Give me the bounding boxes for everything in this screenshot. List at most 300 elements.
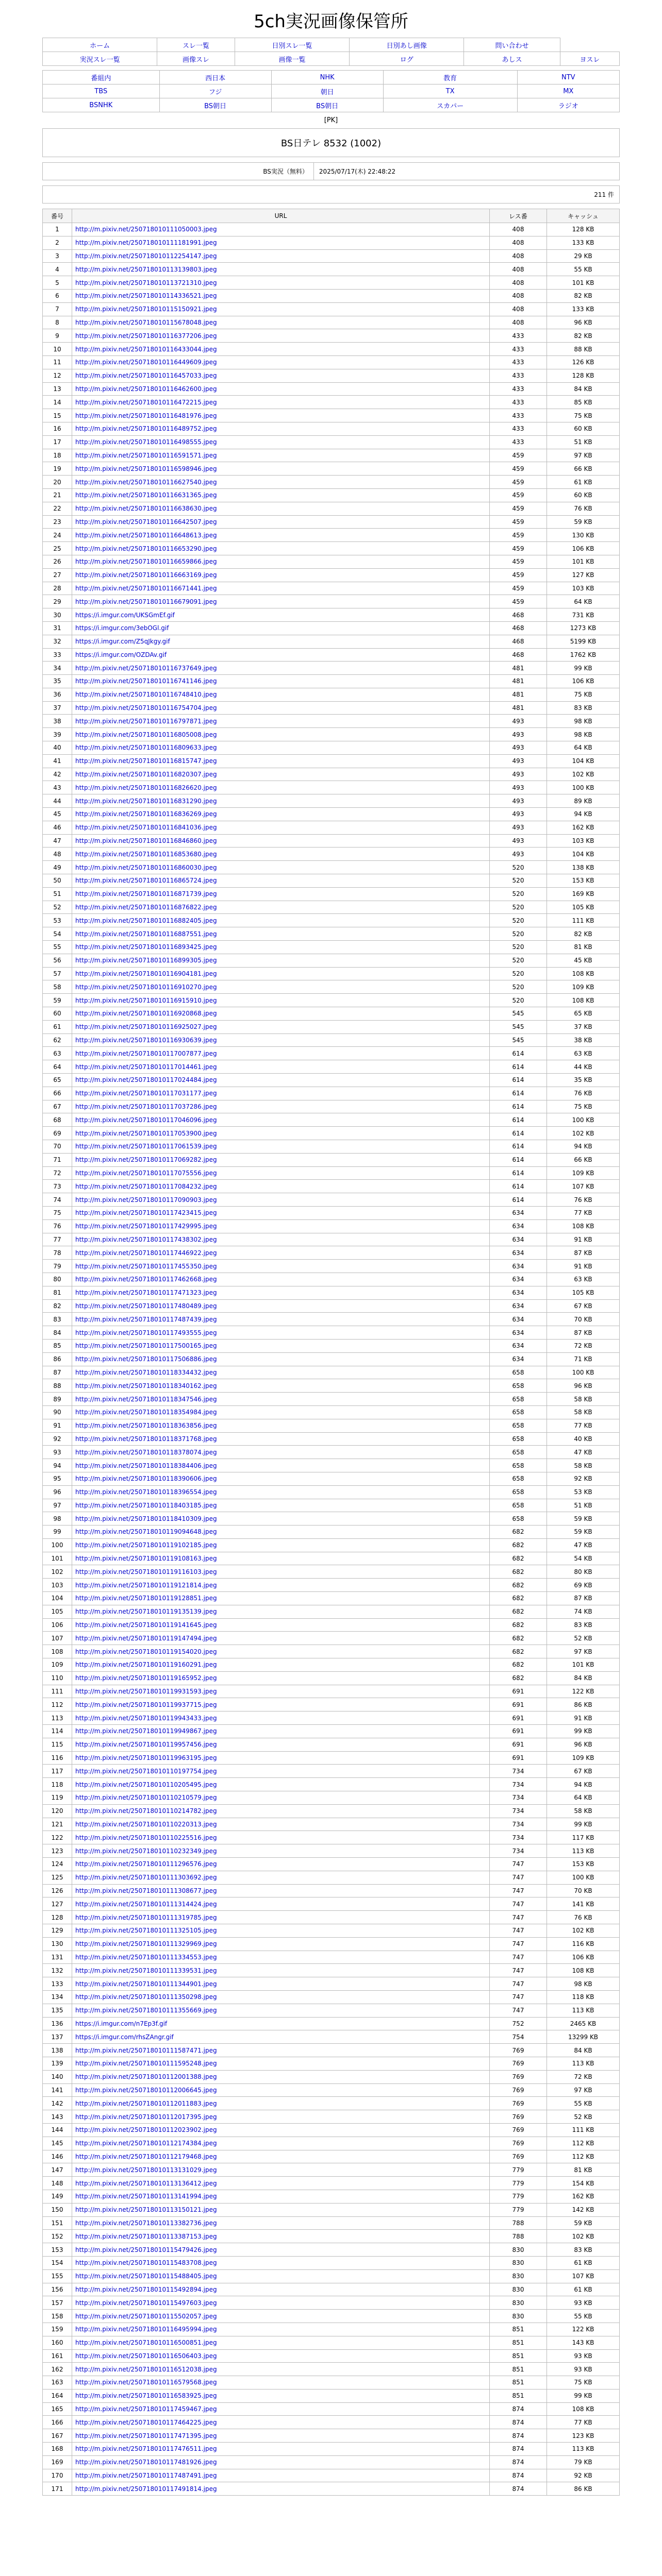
cache-size-cell[interactable]: 79 KB: [547, 2455, 620, 2469]
cache-size-cell[interactable]: 133 KB: [547, 236, 620, 249]
image-url-link[interactable]: http://m.pixiv.net/250718010119957456.jpeg: [75, 1741, 217, 1749]
image-url-link[interactable]: http://m.pixiv.net/250718010117007877.jpeg: [75, 1049, 217, 1057]
cache-size-cell[interactable]: 116 KB: [547, 1937, 620, 1951]
cache-size-cell[interactable]: 128 KB: [547, 223, 620, 236]
cache-size-cell[interactable]: 109 KB: [547, 1166, 620, 1180]
image-url-link[interactable]: https://i.imgur.com/n7Ep3f.gif: [75, 2020, 168, 2027]
image-url-link[interactable]: http://m.pixiv.net/250718010114336521.jpeg: [75, 292, 217, 300]
image-url-link[interactable]: http://m.pixiv.net/250718010118347546.jpeg: [75, 1395, 217, 1403]
image-url-link[interactable]: http://m.pixiv.net/250718010110225516.jpeg: [75, 1834, 217, 1841]
cache-size-cell[interactable]: 97 KB: [547, 449, 620, 462]
image-url-link[interactable]: http://m.pixiv.net/250718010118363856.jpeg: [75, 1422, 217, 1430]
image-url-link[interactable]: http://m.pixiv.net/250718010115678048.jpeg: [75, 318, 217, 326]
cache-size-cell[interactable]: 101 KB: [547, 1658, 620, 1672]
cache-size-cell[interactable]: 77 KB: [547, 2416, 620, 2429]
cache-size-cell[interactable]: 99 KB: [547, 1818, 620, 1831]
channel-nav-item[interactable]: MX: [517, 84, 619, 98]
cache-size-cell[interactable]: 80 KB: [547, 1565, 620, 1579]
image-url-link[interactable]: http://m.pixiv.net/250718010111050003.jpeg: [75, 226, 217, 233]
image-url-link[interactable]: http://m.pixiv.net/250718010110220313.jpeg: [75, 1821, 217, 1828]
cache-size-cell[interactable]: 76 KB: [547, 1087, 620, 1100]
image-url-link[interactable]: http://m.pixiv.net/250718010117024484.jpeg: [75, 1076, 217, 1084]
cache-size-cell[interactable]: 89 KB: [547, 794, 620, 808]
cache-size-cell[interactable]: 59 KB: [547, 1526, 620, 1539]
image-url-link[interactable]: http://m.pixiv.net/250718010117487491.jpeg: [75, 2472, 217, 2480]
image-url-link[interactable]: http://m.pixiv.net/250718010117037286.jpeg: [75, 1103, 217, 1110]
channel-nav-item[interactable]: 朝日: [271, 84, 383, 98]
cache-size-cell[interactable]: 77 KB: [547, 1419, 620, 1432]
channel-nav-item[interactable]: TBS: [43, 84, 160, 98]
cache-size-cell[interactable]: 106 KB: [547, 542, 620, 555]
cache-size-cell[interactable]: 103 KB: [547, 834, 620, 848]
image-url-link[interactable]: http://m.pixiv.net/250718010116663169.jpeg: [75, 571, 217, 579]
image-url-link[interactable]: http://m.pixiv.net/250718010116679091.jpeg: [75, 598, 217, 605]
image-url-link[interactable]: http://m.pixiv.net/250718010111181991.jpeg: [75, 239, 217, 247]
image-url-link[interactable]: http://m.pixiv.net/250718010117464225.jpeg: [75, 2418, 217, 2426]
cache-size-cell[interactable]: 52 KB: [547, 2110, 620, 2124]
channel-nav-item[interactable]: 番組内: [43, 71, 160, 84]
image-url-link[interactable]: http://m.pixiv.net/250718010115497603.jpeg: [75, 2299, 217, 2307]
cache-size-cell[interactable]: 2465 KB: [547, 2017, 620, 2030]
image-url-link[interactable]: http://m.pixiv.net/250718010117471395.jpeg: [75, 2432, 217, 2439]
cache-size-cell[interactable]: 133 KB: [547, 302, 620, 316]
image-url-link[interactable]: http://m.pixiv.net/250718010118334432.jpeg: [75, 1368, 217, 1376]
top-nav-item[interactable]: 問い合わせ: [464, 38, 560, 52]
image-url-link[interactable]: http://m.pixiv.net/250718010111325105.jpeg: [75, 1927, 217, 1935]
cache-size-cell[interactable]: 64 KB: [547, 1791, 620, 1805]
cache-size-cell[interactable]: 104 KB: [547, 754, 620, 768]
image-url-link[interactable]: http://m.pixiv.net/250718010118403185.jpeg: [75, 1501, 217, 1509]
image-url-link[interactable]: http://m.pixiv.net/250718010119147494.jpeg: [75, 1634, 217, 1642]
cache-size-cell[interactable]: 91 KB: [547, 1711, 620, 1725]
image-url-link[interactable]: http://m.pixiv.net/250718010116627540.jpeg: [75, 478, 217, 486]
image-url-link[interactable]: http://m.pixiv.net/250718010117429995.jpeg: [75, 1223, 217, 1230]
image-url-link[interactable]: http://m.pixiv.net/250718010113387153.jpeg: [75, 2232, 217, 2240]
image-url-link[interactable]: http://m.pixiv.net/250718010119943433.jpeg: [75, 1714, 217, 1722]
image-url-link[interactable]: http://m.pixiv.net/250718010118390606.jpeg: [75, 1475, 217, 1483]
cache-size-cell[interactable]: 169 KB: [547, 887, 620, 901]
cache-size-cell[interactable]: 100 KB: [547, 1871, 620, 1884]
cache-size-cell[interactable]: 122 KB: [547, 2323, 620, 2336]
image-url-link[interactable]: http://m.pixiv.net/250718010116500851.jpeg: [75, 2339, 217, 2347]
cache-size-cell[interactable]: 96 KB: [547, 316, 620, 329]
cache-size-cell[interactable]: 66 KB: [547, 1153, 620, 1166]
image-url-link[interactable]: http://m.pixiv.net/250718010116836269.jpeg: [75, 810, 217, 818]
top-nav-item[interactable]: 日別あし画像: [350, 38, 464, 52]
image-url-link[interactable]: http://m.pixiv.net/250718010116831290.jpeg: [75, 797, 217, 805]
cache-size-cell[interactable]: 88 KB: [547, 343, 620, 356]
image-url-link[interactable]: http://m.pixiv.net/250718010113141994.jpeg: [75, 2193, 217, 2200]
cache-size-cell[interactable]: 113 KB: [547, 2004, 620, 2017]
cache-size-cell[interactable]: 59 KB: [547, 2216, 620, 2230]
cache-size-cell[interactable]: 82 KB: [547, 289, 620, 302]
cache-size-cell[interactable]: 127 KB: [547, 568, 620, 582]
image-url-link[interactable]: https://i.imgur.com/3ebOGl.gif: [75, 624, 169, 632]
cache-size-cell[interactable]: 94 KB: [547, 1778, 620, 1791]
image-url-link[interactable]: http://m.pixiv.net/250718010119128851.jpeg: [75, 1595, 217, 1602]
image-url-link[interactable]: http://m.pixiv.net/250718010116846860.jpeg: [75, 837, 217, 845]
top-nav-item[interactable]: 画像一覧: [235, 52, 349, 66]
cache-size-cell[interactable]: 67 KB: [547, 1299, 620, 1313]
cache-size-cell[interactable]: 86 KB: [547, 1698, 620, 1711]
cache-size-cell[interactable]: 51 KB: [547, 1499, 620, 1512]
image-url-link[interactable]: http://m.pixiv.net/250718010115150921.jpeg: [75, 306, 217, 313]
cache-size-cell[interactable]: 113 KB: [547, 2057, 620, 2070]
cache-size-cell[interactable]: 75 KB: [547, 688, 620, 701]
image-url-link[interactable]: http://m.pixiv.net/250718010119963195.jpeg: [75, 1754, 217, 1762]
cache-size-cell[interactable]: 97 KB: [547, 2083, 620, 2097]
image-url-link[interactable]: http://m.pixiv.net/250718010116598946.jpeg: [75, 465, 217, 472]
image-url-link[interactable]: http://m.pixiv.net/250718010113382736.jpeg: [75, 2219, 217, 2227]
image-url-link[interactable]: http://m.pixiv.net/250718010112174384.jpeg: [75, 2140, 217, 2147]
image-url-link[interactable]: http://m.pixiv.net/250718010116876822.jpeg: [75, 904, 217, 911]
cache-size-cell[interactable]: 38 KB: [547, 1033, 620, 1047]
cache-size-cell[interactable]: 75 KB: [547, 409, 620, 422]
image-url-link[interactable]: http://m.pixiv.net/250718010116820307.jpeg: [75, 771, 217, 778]
image-url-link[interactable]: http://m.pixiv.net/250718010117471323.jpeg: [75, 1289, 217, 1297]
cache-size-cell[interactable]: 83 KB: [547, 1618, 620, 1632]
cache-size-cell[interactable]: 82 KB: [547, 329, 620, 343]
image-url-link[interactable]: http://m.pixiv.net/250718010116642507.jpeg: [75, 518, 217, 526]
image-url-link[interactable]: http://m.pixiv.net/250718010112001388.jpeg: [75, 2073, 217, 2081]
cache-size-cell[interactable]: 58 KB: [547, 1405, 620, 1419]
channel-nav-item[interactable]: NHK: [271, 71, 383, 84]
cache-size-cell[interactable]: 113 KB: [547, 1844, 620, 1858]
cache-size-cell[interactable]: 105 KB: [547, 901, 620, 914]
image-url-link[interactable]: http://m.pixiv.net/250718010116506403.jpeg: [75, 2352, 217, 2360]
image-url-link[interactable]: http://m.pixiv.net/250718010117462668.jpeg: [75, 1276, 217, 1283]
image-url-link[interactable]: http://m.pixiv.net/250718010117084232.jpeg: [75, 1182, 217, 1190]
cache-size-cell[interactable]: 84 KB: [547, 382, 620, 396]
cache-size-cell[interactable]: 113 KB: [547, 2443, 620, 2456]
cache-size-cell[interactable]: 59 KB: [547, 1512, 620, 1526]
image-url-link[interactable]: http://m.pixiv.net/250718010116754704.jpeg: [75, 704, 217, 712]
image-url-link[interactable]: http://m.pixiv.net/250718010110214782.jpeg: [75, 1807, 217, 1815]
cache-size-cell[interactable]: 83 KB: [547, 701, 620, 715]
image-url-link[interactable]: https://i.imgur.com/UKSGmEf.gif: [75, 611, 175, 619]
image-url-link[interactable]: http://m.pixiv.net/250718010117090903.jpeg: [75, 1196, 217, 1204]
channel-nav-item[interactable]: スカパー: [383, 98, 517, 112]
image-url-link[interactable]: http://m.pixiv.net/250718010116638630.jpeg: [75, 505, 217, 513]
image-url-link[interactable]: http://m.pixiv.net/250718010119154020.jpeg: [75, 1648, 217, 1655]
image-url-link[interactable]: http://m.pixiv.net/250718010116815747.jpeg: [75, 757, 217, 765]
cache-size-cell[interactable]: 112 KB: [547, 2150, 620, 2163]
image-url-link[interactable]: http://m.pixiv.net/250718010116449609.jpeg: [75, 359, 217, 366]
channel-nav-item[interactable]: BSNHK: [43, 98, 160, 112]
cache-size-cell[interactable]: 102 KB: [547, 768, 620, 781]
cache-size-cell[interactable]: 153 KB: [547, 1858, 620, 1871]
cache-size-cell[interactable]: 98 KB: [547, 1977, 620, 1991]
cache-size-cell[interactable]: 75 KB: [547, 1100, 620, 1113]
image-url-link[interactable]: http://m.pixiv.net/250718010116457033.jpeg: [75, 372, 217, 380]
image-url-link[interactable]: http://m.pixiv.net/250718010110232349.jpeg: [75, 1847, 217, 1855]
cache-size-cell[interactable]: 118 KB: [547, 1990, 620, 2004]
cache-size-cell[interactable]: 44 KB: [547, 1060, 620, 1074]
image-url-link[interactable]: https://i.imgur.com/Z5qJkgy.gif: [75, 638, 170, 646]
cache-size-cell[interactable]: 66 KB: [547, 462, 620, 476]
image-url-link[interactable]: http://m.pixiv.net/250718010111334553.jpeg: [75, 1953, 217, 1961]
image-url-link[interactable]: http://m.pixiv.net/250718010116741146.jpeg: [75, 677, 217, 685]
cache-size-cell[interactable]: 154 KB: [547, 2177, 620, 2190]
cache-size-cell[interactable]: 1762 KB: [547, 648, 620, 662]
image-url-link[interactable]: http://m.pixiv.net/250718010116887551.jpeg: [75, 930, 217, 938]
image-url-link[interactable]: http://m.pixiv.net/250718010116930639.jpeg: [75, 1037, 217, 1044]
image-url-link[interactable]: http://m.pixiv.net/250718010112011883.jpeg: [75, 2099, 217, 2107]
top-nav-item[interactable]: あしス: [464, 52, 560, 66]
cache-size-cell[interactable]: 142 KB: [547, 2203, 620, 2216]
image-url-link[interactable]: http://m.pixiv.net/250718010116481976.jpeg: [75, 412, 217, 419]
image-url-link[interactable]: http://m.pixiv.net/250718010116579568.jpeg: [75, 2379, 217, 2386]
cache-size-cell[interactable]: 86 KB: [547, 2482, 620, 2496]
cache-size-cell[interactable]: 100 KB: [547, 781, 620, 794]
cache-size-cell[interactable]: 105 KB: [547, 1286, 620, 1299]
cache-size-cell[interactable]: 58 KB: [547, 1459, 620, 1472]
cache-size-cell[interactable]: 67 KB: [547, 1765, 620, 1778]
cache-size-cell[interactable]: 130 KB: [547, 529, 620, 542]
image-url-link[interactable]: http://m.pixiv.net/250718010116583925.jpeg: [75, 2392, 217, 2400]
image-url-link[interactable]: http://m.pixiv.net/250718010116865724.jpeg: [75, 877, 217, 885]
image-url-link[interactable]: http://m.pixiv.net/250718010111303692.jpeg: [75, 1874, 217, 1882]
cache-size-cell[interactable]: 60 KB: [547, 422, 620, 435]
cache-size-cell[interactable]: 108 KB: [547, 994, 620, 1007]
image-url-link[interactable]: http://m.pixiv.net/250718010116737649.jpeg: [75, 664, 217, 672]
cache-size-cell[interactable]: 109 KB: [547, 980, 620, 994]
cache-size-cell[interactable]: 108 KB: [547, 967, 620, 980]
cache-size-cell[interactable]: 111 KB: [547, 2123, 620, 2137]
cache-size-cell[interactable]: 92 KB: [547, 1472, 620, 1485]
cache-size-cell[interactable]: 35 KB: [547, 1074, 620, 1087]
cache-size-cell[interactable]: 101 KB: [547, 555, 620, 568]
cache-size-cell[interactable]: 61 KB: [547, 2256, 620, 2269]
cache-size-cell[interactable]: 99 KB: [547, 2389, 620, 2402]
cache-size-cell[interactable]: 87 KB: [547, 1246, 620, 1260]
top-nav-item[interactable]: 画像スレ: [157, 52, 235, 66]
image-url-link[interactable]: http://m.pixiv.net/250718010112006645.jpeg: [75, 2086, 217, 2094]
cache-size-cell[interactable]: 83 KB: [547, 2243, 620, 2257]
channel-nav-item[interactable]: NTV: [517, 71, 619, 84]
top-nav-item[interactable]: ヨスレ: [560, 52, 619, 66]
cache-size-cell[interactable]: 53 KB: [547, 1485, 620, 1499]
cache-size-cell[interactable]: 109 KB: [547, 1751, 620, 1765]
image-url-link[interactable]: http://m.pixiv.net/250718010116462600.jpeg: [75, 385, 217, 393]
cache-size-cell[interactable]: 96 KB: [547, 1379, 620, 1393]
cache-size-cell[interactable]: 55 KB: [547, 2097, 620, 2110]
image-url-link[interactable]: http://m.pixiv.net/250718010116910270.jpeg: [75, 983, 217, 991]
cache-size-cell[interactable]: 74 KB: [547, 1605, 620, 1618]
cache-size-cell[interactable]: 76 KB: [547, 1911, 620, 1924]
cache-size-cell[interactable]: 138 KB: [547, 861, 620, 874]
image-url-link[interactable]: http://m.pixiv.net/250718010117493555.jpeg: [75, 1329, 217, 1336]
image-url-link[interactable]: http://m.pixiv.net/250718010111296576.jpeg: [75, 1860, 217, 1868]
image-url-link[interactable]: http://m.pixiv.net/250718010111355669.jpeg: [75, 2007, 217, 2014]
cache-size-cell[interactable]: 101 KB: [547, 276, 620, 290]
image-url-link[interactable]: http://m.pixiv.net/250718010118371768.jpeg: [75, 1435, 217, 1443]
cache-size-cell[interactable]: 93 KB: [547, 2349, 620, 2363]
image-url-link[interactable]: http://m.pixiv.net/250718010115483708.jpeg: [75, 2259, 217, 2267]
image-url-link[interactable]: http://m.pixiv.net/250718010117459467.jpeg: [75, 2405, 217, 2413]
cache-size-cell[interactable]: 107 KB: [547, 1180, 620, 1193]
cache-size-cell[interactable]: 1273 KB: [547, 621, 620, 635]
image-url-link[interactable]: http://m.pixiv.net/250718010115492894.jpeg: [75, 2285, 217, 2293]
cache-size-cell[interactable]: 70 KB: [547, 1313, 620, 1326]
image-url-link[interactable]: http://m.pixiv.net/250718010110205495.jpeg: [75, 1781, 217, 1788]
cache-size-cell[interactable]: 29 KB: [547, 249, 620, 263]
image-url-link[interactable]: http://m.pixiv.net/250718010111350298.jpeg: [75, 1993, 217, 2001]
cache-size-cell[interactable]: 81 KB: [547, 2163, 620, 2177]
image-url-link[interactable]: http://m.pixiv.net/250718010119094648.jpeg: [75, 1528, 217, 1536]
top-nav-item[interactable]: スレ一覧: [157, 38, 235, 52]
image-url-link[interactable]: http://m.pixiv.net/250718010113131029.jpeg: [75, 2166, 217, 2174]
image-url-link[interactable]: http://m.pixiv.net/250718010115488405.jpeg: [75, 2273, 217, 2280]
image-url-link[interactable]: http://m.pixiv.net/250718010115479426.jpeg: [75, 2246, 217, 2253]
cache-size-cell[interactable]: 87 KB: [547, 1592, 620, 1605]
cache-size-cell[interactable]: 99 KB: [547, 1725, 620, 1738]
cache-size-cell[interactable]: 97 KB: [547, 1645, 620, 1658]
cache-size-cell[interactable]: 731 KB: [547, 608, 620, 622]
cache-size-cell[interactable]: 100 KB: [547, 1366, 620, 1379]
cache-size-cell[interactable]: 98 KB: [547, 715, 620, 728]
image-url-link[interactable]: http://m.pixiv.net/250718010119931593.jpeg: [75, 1688, 217, 1696]
image-url-link[interactable]: http://m.pixiv.net/250718010117069282.jpeg: [75, 1156, 217, 1164]
cache-size-cell[interactable]: 108 KB: [547, 2402, 620, 2416]
cache-size-cell[interactable]: 98 KB: [547, 728, 620, 741]
cache-size-cell[interactable]: 141 KB: [547, 1897, 620, 1911]
image-url-link[interactable]: http://m.pixiv.net/250718010116498555.jpeg: [75, 438, 217, 446]
image-url-link[interactable]: http://m.pixiv.net/250718010116826620.jpeg: [75, 784, 217, 791]
cache-size-cell[interactable]: 81 KB: [547, 941, 620, 954]
channel-nav-item[interactable]: TX: [383, 84, 517, 98]
cache-size-cell[interactable]: 93 KB: [547, 2363, 620, 2376]
cache-size-cell[interactable]: 106 KB: [547, 675, 620, 688]
image-url-link[interactable]: http://m.pixiv.net/250718010111595248.jpeg: [75, 2060, 217, 2067]
top-nav-item[interactable]: 日別スレ一覧: [235, 38, 349, 52]
cache-size-cell[interactable]: 72 KB: [547, 1339, 620, 1352]
cache-size-cell[interactable]: 100 KB: [547, 1113, 620, 1127]
image-url-link[interactable]: http://m.pixiv.net/250718010117500165.jpeg: [75, 1342, 217, 1350]
image-url-link[interactable]: http://m.pixiv.net/250718010116671441.jpeg: [75, 584, 217, 592]
image-url-link[interactable]: http://m.pixiv.net/250718010111314424.jpeg: [75, 1900, 217, 1908]
cache-size-cell[interactable]: 52 KB: [547, 1632, 620, 1645]
cache-size-cell[interactable]: 70 KB: [547, 1884, 620, 1897]
image-url-link[interactable]: http://m.pixiv.net/250718010117487439.jpeg: [75, 1315, 217, 1323]
image-url-link[interactable]: http://m.pixiv.net/250718010116860030.jpeg: [75, 863, 217, 871]
image-url-link[interactable]: http://m.pixiv.net/250718010116920868.jpeg: [75, 1010, 217, 1018]
image-url-link[interactable]: http://m.pixiv.net/250718010116495994.jpeg: [75, 2326, 217, 2333]
image-url-link[interactable]: http://m.pixiv.net/250718010119949867.jpeg: [75, 1727, 217, 1735]
cache-size-cell[interactable]: 102 KB: [547, 1127, 620, 1140]
image-url-link[interactable]: http://m.pixiv.net/250718010112254147.jpeg: [75, 252, 217, 260]
cache-size-cell[interactable]: 65 KB: [547, 1007, 620, 1021]
cache-size-cell[interactable]: 77 KB: [547, 1206, 620, 1219]
image-url-link[interactable]: http://m.pixiv.net/250718010116631365.jpeg: [75, 492, 217, 499]
image-url-link[interactable]: http://m.pixiv.net/250718010117075556.jpeg: [75, 1169, 217, 1177]
image-url-link[interactable]: http://m.pixiv.net/250718010111308677.jpeg: [75, 1887, 217, 1894]
image-url-link[interactable]: http://m.pixiv.net/250718010117476511.jpeg: [75, 2445, 217, 2453]
image-url-link[interactable]: http://m.pixiv.net/250718010117455350.jpeg: [75, 1262, 217, 1270]
image-url-link[interactable]: http://m.pixiv.net/250718010115502057.jpeg: [75, 2312, 217, 2320]
image-url-link[interactable]: http://m.pixiv.net/250718010116653290.jpeg: [75, 545, 217, 552]
image-url-link[interactable]: http://m.pixiv.net/250718010116797871.jpeg: [75, 717, 217, 725]
cache-size-cell[interactable]: 69 KB: [547, 1579, 620, 1592]
cache-size-cell[interactable]: 126 KB: [547, 355, 620, 369]
image-url-link[interactable]: http://m.pixiv.net/250718010117014461.jpeg: [75, 1063, 217, 1071]
image-url-link[interactable]: http://m.pixiv.net/250718010117506886.jpeg: [75, 1355, 217, 1363]
image-url-link[interactable]: https://i.imgur.com/rhsZAngr.gif: [75, 2033, 174, 2041]
image-url-link[interactable]: http://m.pixiv.net/250718010117031177.jpeg: [75, 1090, 217, 1097]
cache-size-cell[interactable]: 128 KB: [547, 369, 620, 382]
cache-size-cell[interactable]: 60 KB: [547, 488, 620, 502]
cache-size-cell[interactable]: 47 KB: [547, 1538, 620, 1552]
image-url-link[interactable]: http://m.pixiv.net/250718010116925027.jpeg: [75, 1023, 217, 1031]
image-url-link[interactable]: http://m.pixiv.net/250718010119121814.jpeg: [75, 1581, 217, 1589]
cache-size-cell[interactable]: 75 KB: [547, 2376, 620, 2389]
cache-size-cell[interactable]: 37 KB: [547, 1020, 620, 1033]
image-url-link[interactable]: http://m.pixiv.net/250718010112017395.jpeg: [75, 2113, 217, 2121]
image-url-link[interactable]: http://m.pixiv.net/250718010116809633.jpeg: [75, 744, 217, 752]
image-url-link[interactable]: http://m.pixiv.net/250718010117046096.jpeg: [75, 1116, 217, 1124]
cache-size-cell[interactable]: 61 KB: [547, 2283, 620, 2296]
image-url-link[interactable]: http://m.pixiv.net/250718010119165952.jpeg: [75, 1674, 217, 1682]
cache-size-cell[interactable]: 13299 KB: [547, 2030, 620, 2044]
image-url-link[interactable]: http://m.pixiv.net/250718010117423415.jpeg: [75, 1209, 217, 1217]
image-url-link[interactable]: http://m.pixiv.net/250718010117061539.jpeg: [75, 1143, 217, 1150]
channel-nav-item[interactable]: 教育: [383, 71, 517, 84]
cache-size-cell[interactable]: 82 KB: [547, 927, 620, 941]
image-url-link[interactable]: http://m.pixiv.net/250718010111344901.jpeg: [75, 1980, 217, 1988]
cache-size-cell[interactable]: 64 KB: [547, 741, 620, 755]
image-url-link[interactable]: http://m.pixiv.net/250718010116591571.jpeg: [75, 451, 217, 459]
cache-size-cell[interactable]: 99 KB: [547, 662, 620, 675]
cache-size-cell[interactable]: 94 KB: [547, 808, 620, 821]
image-url-link[interactable]: http://m.pixiv.net/250718010111329969.jpeg: [75, 1940, 217, 1948]
cache-size-cell[interactable]: 76 KB: [547, 1193, 620, 1207]
image-url-link[interactable]: http://m.pixiv.net/250718010113139803.jpeg: [75, 265, 217, 273]
cache-size-cell[interactable]: 112 KB: [547, 2137, 620, 2150]
cache-size-cell[interactable]: 55 KB: [547, 2310, 620, 2323]
top-nav-item[interactable]: ログ: [350, 52, 464, 66]
image-url-link[interactable]: http://m.pixiv.net/250718010116899305.jpeg: [75, 957, 217, 964]
image-url-link[interactable]: http://m.pixiv.net/250718010117053900.jpeg: [75, 1129, 217, 1137]
image-url-link[interactable]: http://m.pixiv.net/250718010116882405.jpeg: [75, 917, 217, 924]
cache-size-cell[interactable]: 40 KB: [547, 1432, 620, 1446]
image-url-link[interactable]: http://m.pixiv.net/250718010111587471.jpeg: [75, 2046, 217, 2054]
image-url-link[interactable]: http://m.pixiv.net/250718010113721310.jpeg: [75, 279, 217, 286]
cache-size-cell[interactable]: 58 KB: [547, 1393, 620, 1406]
image-url-link[interactable]: https://i.imgur.com/OZDAv.gif: [75, 651, 167, 658]
cache-size-cell[interactable]: 103 KB: [547, 582, 620, 595]
cache-size-cell[interactable]: 92 KB: [547, 2469, 620, 2482]
cache-size-cell[interactable]: 84 KB: [547, 1671, 620, 1685]
cache-size-cell[interactable]: 117 KB: [547, 1831, 620, 1844]
image-url-link[interactable]: http://m.pixiv.net/250718010113150121.jpeg: [75, 2206, 217, 2214]
cache-size-cell[interactable]: 123 KB: [547, 2429, 620, 2443]
cache-size-cell[interactable]: 72 KB: [547, 2070, 620, 2083]
image-url-link[interactable]: http://m.pixiv.net/250718010118340162.jpeg: [75, 1382, 217, 1389]
image-url-link[interactable]: http://m.pixiv.net/250718010116805008.jpeg: [75, 731, 217, 738]
image-url-link[interactable]: http://m.pixiv.net/250718010116659866.jpeg: [75, 558, 217, 566]
cache-size-cell[interactable]: 64 KB: [547, 595, 620, 608]
cache-size-cell[interactable]: 122 KB: [547, 1685, 620, 1698]
image-url-link[interactable]: http://m.pixiv.net/250718010118378074.jpeg: [75, 1448, 217, 1456]
cache-size-cell[interactable]: 102 KB: [547, 1924, 620, 1938]
cache-size-cell[interactable]: 153 KB: [547, 874, 620, 888]
image-url-link[interactable]: http://m.pixiv.net/250718010118396554.jpeg: [75, 1488, 217, 1496]
image-url-link[interactable]: http://m.pixiv.net/250718010118354984.jpeg: [75, 1409, 217, 1416]
cache-size-cell[interactable]: 102 KB: [547, 2230, 620, 2243]
image-url-link[interactable]: http://m.pixiv.net/250718010116433044.jpeg: [75, 345, 217, 353]
image-url-link[interactable]: http://m.pixiv.net/250718010116748410.jpeg: [75, 691, 217, 699]
image-url-link[interactable]: http://m.pixiv.net/250718010111319785.jpeg: [75, 1913, 217, 1921]
